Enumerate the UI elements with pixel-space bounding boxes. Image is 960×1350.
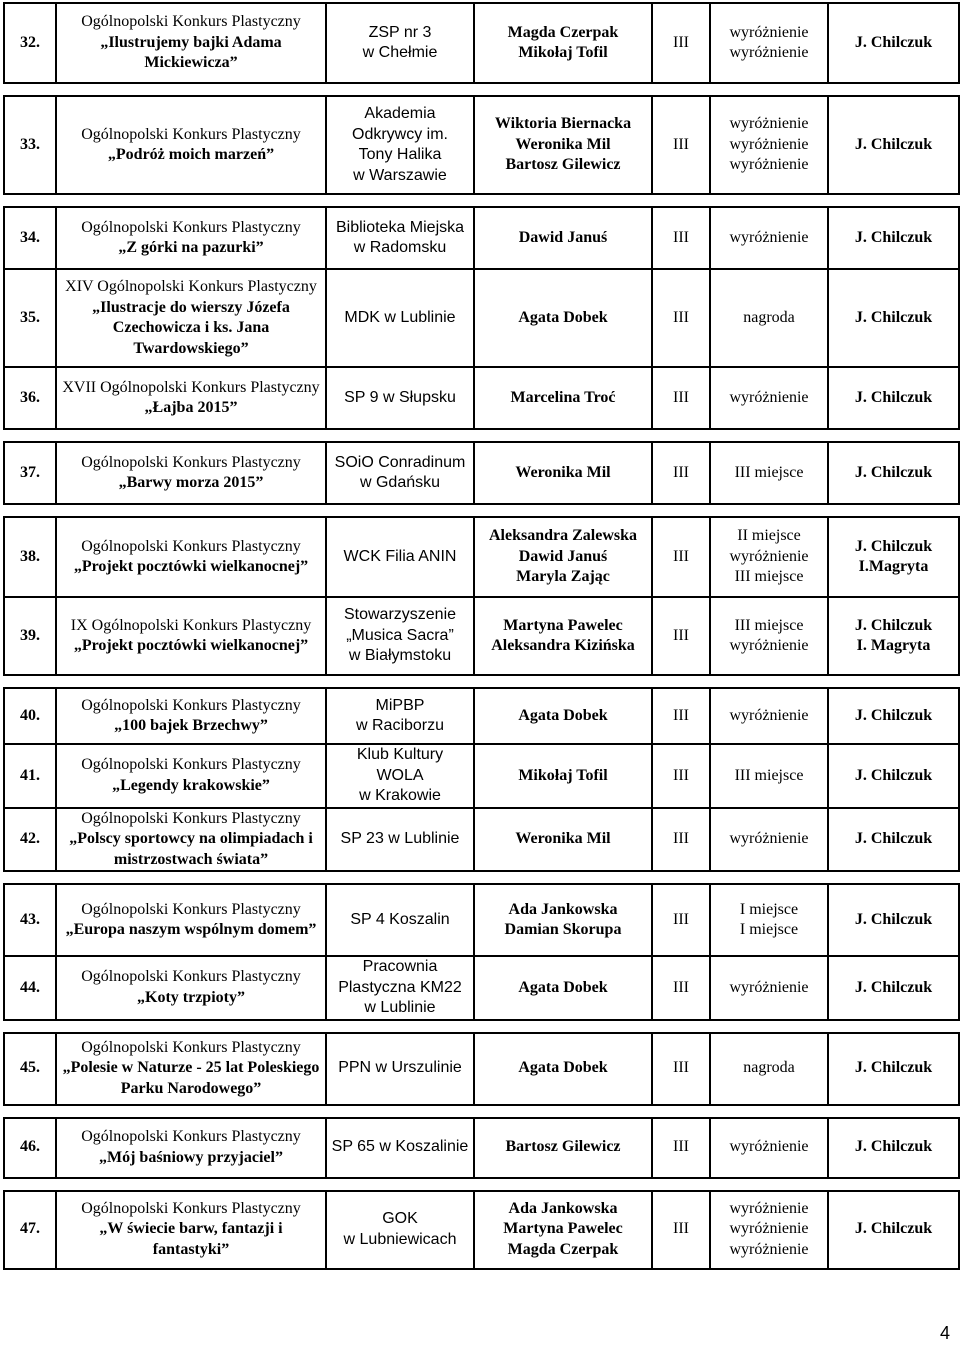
- school-line: SP 9 w Słupsku: [344, 388, 456, 406]
- school-line: Klub Kultury: [356, 746, 444, 763]
- award: I miejsce: [739, 900, 799, 918]
- students-cell: [474, 442, 652, 504]
- students-cell: [474, 1191, 652, 1269]
- teacher-name: J. Chilczuk: [854, 616, 933, 634]
- school-cell: [326, 744, 474, 808]
- table-row: [4, 517, 959, 597]
- school-line: „Musica Sacra”: [346, 626, 454, 644]
- teacher-cell: [828, 1033, 959, 1105]
- school-line: WCK Filia ANIN: [343, 547, 457, 565]
- awards-cell: [710, 442, 828, 504]
- student-name: Martyna Pawelec: [503, 616, 623, 634]
- students-cell: [474, 96, 652, 194]
- teacher-cell: [828, 884, 959, 956]
- entry-number: 34.: [4, 207, 56, 269]
- table-row: [4, 207, 959, 269]
- student-name: Damian Skorupa: [504, 921, 622, 938]
- student-name: Weronika Mil: [515, 135, 611, 153]
- awards-cell: [710, 1118, 828, 1178]
- contest-title: „Łajba 2015”: [144, 399, 238, 416]
- award: wyróżnienie: [729, 1138, 809, 1156]
- contest-name: XVII Ogólnopolski Konkurs Plastyczny: [62, 378, 320, 396]
- teacher-cell: [828, 688, 959, 744]
- school-line: SOiO Conradinum: [334, 453, 466, 471]
- student-name: Weronika Mil: [515, 830, 611, 847]
- teacher-name: J. Chilczuk: [854, 228, 933, 246]
- school-cell: [326, 597, 474, 675]
- table-row: [4, 956, 959, 1020]
- awards-cell: [710, 269, 828, 367]
- contest-cell: [56, 269, 326, 367]
- students-cell: [474, 688, 652, 744]
- teacher-name: J. Chilczuk: [854, 1138, 933, 1156]
- school-line: MDK w Lublinie: [344, 308, 456, 326]
- contest-name: Ogólnopolski Konkurs Plastyczny: [81, 218, 301, 236]
- row-separator: [4, 1105, 959, 1118]
- row-separator: [4, 194, 959, 207]
- award: wyróżnienie: [729, 228, 809, 246]
- page-number: 4: [939, 1323, 950, 1343]
- contest-title: „Legendy krakowskie”: [112, 776, 270, 794]
- contest-title: „Polscy sportowcy na olimpiadach i mistrzostwach świata”: [69, 830, 313, 868]
- awards-cell: [710, 367, 828, 429]
- contest-title: „Koty trzpioty”: [137, 988, 245, 1006]
- level-cell: III: [652, 367, 710, 429]
- teacher-cell: [828, 517, 959, 597]
- contest-title: „Ilustracje do wierszy Józefa Czechowicza i ks. Jana Twardowskiego”: [92, 298, 290, 357]
- award: wyróżnienie: [729, 706, 809, 724]
- school-line: w Lubniewicach: [343, 1230, 457, 1248]
- awards-cell: [710, 3, 828, 83]
- table-row: [4, 884, 959, 956]
- school-line: w Białymstoku: [348, 647, 452, 665]
- table-row: [4, 744, 959, 808]
- award: wyróżnienie: [729, 637, 809, 654]
- results-table: [3, 2, 960, 1270]
- entry-number: 46.: [4, 1118, 56, 1178]
- contest-cell: [56, 207, 326, 269]
- teacher-name: J. Chilczuk: [854, 766, 933, 784]
- award: II miejsce: [737, 527, 801, 545]
- school-line: Stowarzyszenie: [343, 606, 457, 624]
- awards-cell: [710, 956, 828, 1020]
- award: wyróżnienie: [729, 1199, 809, 1217]
- contest-name: Ogólnopolski Konkurs Plastyczny: [81, 537, 301, 555]
- entry-number: 35.: [4, 269, 56, 367]
- students-cell: [474, 884, 652, 956]
- awards-cell: [710, 207, 828, 269]
- teacher-cell: [828, 207, 959, 269]
- teacher-cell: [828, 442, 959, 504]
- entry-number: 33.: [4, 96, 56, 194]
- table-row: [4, 597, 959, 675]
- level-cell: III: [652, 269, 710, 367]
- row-separator: [4, 1020, 959, 1033]
- table-row: [4, 3, 959, 83]
- awards-cell: [710, 808, 828, 872]
- award: wyróżnienie: [729, 547, 809, 565]
- school-cell: [326, 517, 474, 597]
- contest-cell: [56, 597, 326, 675]
- contest-name: Ogólnopolski Konkurs Plastyczny: [81, 1199, 301, 1217]
- students-cell: [474, 269, 652, 367]
- school-line: Tony Halika: [358, 146, 442, 163]
- student-name: Agata Dobek: [518, 706, 608, 724]
- entry-number: 40.: [4, 688, 56, 744]
- school-line: PPN w Urszulinie: [338, 1059, 462, 1077]
- school-line: GOK: [382, 1210, 418, 1227]
- students-cell: [474, 517, 652, 597]
- school-line: SP 23 w Lublinie: [340, 830, 460, 847]
- contest-title: „Podróż moich marzeń”: [107, 146, 275, 163]
- awards-cell: [710, 96, 828, 194]
- student-name: Bartosz Gilewicz: [505, 1138, 621, 1156]
- row-separator: [4, 1178, 959, 1191]
- table-row: [4, 808, 959, 872]
- student-name: Agata Dobek: [518, 1059, 608, 1077]
- teacher-cell: [828, 956, 959, 1020]
- contest-name: Ogólnopolski Konkurs Plastyczny: [81, 1038, 301, 1056]
- student-name: Mikołaj Tofil: [518, 44, 608, 61]
- awards-cell: [710, 1033, 828, 1105]
- contest-title: „Ilustrujemy bajki Adama Mickiewicza”: [100, 33, 282, 72]
- school-line: SP 65 w Koszalinie: [331, 1138, 469, 1156]
- level-cell: III: [652, 207, 710, 269]
- awards-cell: [710, 517, 828, 597]
- teacher-name: J. Chilczuk: [854, 706, 933, 724]
- level-cell: III: [652, 808, 710, 872]
- teacher-name: J. Chilczuk: [854, 910, 933, 928]
- level-cell: III: [652, 3, 710, 83]
- level-cell: III: [652, 1118, 710, 1178]
- teacher-name: I. Magryta: [856, 637, 931, 654]
- school-cell: [326, 269, 474, 367]
- award: wyróżnienie: [729, 135, 809, 153]
- school-line: Plastyczna KM22: [338, 978, 462, 996]
- entry-number: 47.: [4, 1191, 56, 1269]
- student-name: Weronika Mil: [515, 463, 611, 481]
- award: wyróżnienie: [729, 115, 809, 133]
- student-name: Wiktoria Biernacka: [494, 115, 632, 133]
- contest-name: Ogólnopolski Konkurs Plastyczny: [81, 809, 301, 827]
- school-line: w Radomsku: [353, 239, 447, 256]
- teacher-cell: [828, 1191, 959, 1269]
- contest-title: „Projekt pocztówki wielkanocnej”: [73, 637, 309, 654]
- school-cell: [326, 688, 474, 744]
- teacher-name: J. Chilczuk: [854, 1059, 933, 1077]
- row-separator: [4, 675, 959, 688]
- award: wyróżnienie: [729, 44, 809, 61]
- level-cell: III: [652, 688, 710, 744]
- table-row: [4, 1191, 959, 1269]
- student-name: Magda Czerpak: [507, 23, 619, 41]
- teacher-cell: [828, 3, 959, 83]
- contest-name: Ogólnopolski Konkurs Plastyczny: [81, 1128, 301, 1145]
- awards-cell: [710, 884, 828, 956]
- teacher-name: J. Chilczuk: [854, 537, 933, 555]
- school-cell: [326, 367, 474, 429]
- awards-cell: [710, 1191, 828, 1269]
- level-cell: III: [652, 956, 710, 1020]
- teacher-cell: [828, 96, 959, 194]
- student-name: Dawid Januś: [518, 547, 608, 565]
- contest-cell: [56, 367, 326, 429]
- entry-number: 42.: [4, 808, 56, 872]
- level-cell: III: [652, 517, 710, 597]
- contest-cell: [56, 442, 326, 504]
- school-cell: [326, 96, 474, 194]
- students-cell: [474, 808, 652, 872]
- student-name: Aleksandra Kizińska: [491, 637, 635, 654]
- teacher-name: J. Chilczuk: [854, 308, 933, 326]
- contest-cell: [56, 808, 326, 872]
- teacher-cell: [828, 597, 959, 675]
- teacher-cell: [828, 1118, 959, 1178]
- school-line: w Chełmie: [362, 44, 438, 61]
- entry-number: 41.: [4, 744, 56, 808]
- school-line: ZSP nr 3: [368, 23, 432, 41]
- award: wyróżnienie: [729, 388, 809, 406]
- results-table-body: [4, 3, 959, 1269]
- contest-title: „100 bajek Brzechwy”: [114, 717, 268, 734]
- row-separator: [4, 871, 959, 884]
- students-cell: [474, 1118, 652, 1178]
- contest-cell: [56, 1033, 326, 1105]
- student-name: Dawid Januś: [518, 228, 608, 246]
- school-cell: [326, 1033, 474, 1105]
- contest-cell: [56, 744, 326, 808]
- award: wyróżnienie: [729, 23, 809, 41]
- entry-number: 38.: [4, 517, 56, 597]
- school-line: w Warszawie: [353, 166, 447, 184]
- school-line: Akademia: [364, 105, 436, 122]
- student-name: Marcelina Troć: [510, 388, 616, 406]
- awards-cell: [710, 688, 828, 744]
- school-cell: [326, 1191, 474, 1269]
- contest-title: „Europa naszym wspólnym domem”: [65, 921, 317, 938]
- school-line: w Gdańsku: [359, 474, 441, 491]
- award: wyróżnienie: [729, 1220, 809, 1238]
- teacher-name: J. Chilczuk: [854, 830, 933, 847]
- teacher-name: J. Chilczuk: [854, 135, 933, 153]
- teacher-cell: [828, 367, 959, 429]
- student-name: Mikołaj Tofil: [518, 766, 608, 784]
- students-cell: [474, 744, 652, 808]
- teacher-cell: [828, 744, 959, 808]
- contest-cell: [56, 1191, 326, 1269]
- level-cell: III: [652, 1033, 710, 1105]
- contest-title: „Mój baśniowy przyjaciel”: [99, 1148, 283, 1166]
- school-cell: [326, 207, 474, 269]
- school-line: Biblioteka Miejska: [335, 218, 465, 236]
- student-name: Magda Czerpak: [507, 1240, 619, 1258]
- table-row: [4, 688, 959, 744]
- award: III miejsce: [734, 568, 804, 586]
- entry-number: 39.: [4, 597, 56, 675]
- teacher-name: J. Chilczuk: [854, 33, 933, 51]
- award: I miejsce: [739, 921, 799, 938]
- school-cell: [326, 442, 474, 504]
- award: wyróżnienie: [729, 156, 809, 174]
- students-cell: [474, 1033, 652, 1105]
- level-cell: III: [652, 96, 710, 194]
- school-cell: [326, 808, 474, 872]
- contest-title: „Barwy morza 2015”: [118, 474, 264, 491]
- student-name: Martyna Pawelec: [503, 1220, 623, 1238]
- award: nagroda: [743, 308, 795, 326]
- students-cell: [474, 207, 652, 269]
- contest-name: Ogólnopolski Konkurs Plastyczny: [81, 125, 301, 143]
- level-cell: III: [652, 442, 710, 504]
- school-line: w Krakowie: [359, 787, 441, 804]
- contest-cell: [56, 884, 326, 956]
- award: III miejsce: [734, 463, 804, 481]
- award: wyróżnienie: [729, 830, 809, 847]
- table-row: [4, 1033, 959, 1105]
- teacher-cell: [828, 269, 959, 367]
- school-line: w Lublinie: [364, 999, 436, 1016]
- entry-number: 45.: [4, 1033, 56, 1105]
- contest-title: „Z górki na pazurki”: [118, 239, 264, 256]
- students-cell: [474, 367, 652, 429]
- student-name: Ada Jankowska: [508, 1199, 618, 1217]
- table-row: [4, 96, 959, 194]
- contest-cell: [56, 96, 326, 194]
- level-cell: III: [652, 744, 710, 808]
- student-name: Aleksandra Zalewska: [488, 527, 638, 545]
- row-separator: [4, 83, 959, 96]
- award: nagroda: [743, 1059, 795, 1077]
- contest-cell: [56, 3, 326, 83]
- teacher-name: I.Magryta: [858, 558, 929, 575]
- contest-name: Ogólnopolski Konkurs Plastyczny: [81, 900, 301, 918]
- award: III miejsce: [734, 766, 804, 784]
- teacher-name: J. Chilczuk: [854, 1220, 933, 1238]
- level-cell: III: [652, 884, 710, 956]
- award: wyróżnienie: [729, 978, 809, 996]
- entry-number: 43.: [4, 884, 56, 956]
- contest-title: „W świecie barw, fantazji i fantastyki”: [99, 1220, 283, 1258]
- student-name: Agata Dobek: [518, 978, 608, 996]
- awards-cell: [710, 744, 828, 808]
- students-cell: [474, 597, 652, 675]
- contest-name: Ogólnopolski Konkurs Plastyczny: [81, 453, 301, 471]
- entry-number: 44.: [4, 956, 56, 1020]
- contest-title: „Projekt pocztówki wielkanocnej”: [73, 558, 309, 575]
- contest-title: „Polesie w Naturze - 25 lat Poleskiego Parku Narodowego”: [62, 1059, 320, 1097]
- student-name: Maryla Zając: [516, 568, 610, 586]
- award: wyróżnienie: [729, 1240, 809, 1258]
- contest-cell: [56, 688, 326, 744]
- awards-cell: [710, 597, 828, 675]
- school-cell: [326, 3, 474, 83]
- contest-name: Ogólnopolski Konkurs Plastyczny: [81, 968, 301, 986]
- school-cell: [326, 1118, 474, 1178]
- school-line: SP 4 Koszalin: [350, 910, 450, 928]
- teacher-name: J. Chilczuk: [854, 463, 933, 481]
- row-separator: [4, 504, 959, 517]
- student-name: Bartosz Gilewicz: [505, 156, 621, 174]
- entry-number: 32.: [4, 3, 56, 83]
- teacher-cell: [828, 808, 959, 872]
- contest-name: IX Ogólnopolski Konkurs Plastyczny: [70, 616, 312, 634]
- school-line: w Raciborzu: [355, 717, 445, 734]
- school-line: Pracownia: [362, 958, 438, 975]
- table-row: [4, 269, 959, 367]
- row-separator: [4, 429, 959, 442]
- entry-number: 37.: [4, 442, 56, 504]
- contest-name: Ogólnopolski Konkurs Plastyczny: [81, 13, 301, 31]
- contest-name: XIV Ogólnopolski Konkurs Plastyczny: [65, 278, 317, 295]
- student-name: Ada Jankowska: [508, 900, 618, 918]
- teacher-name: J. Chilczuk: [854, 978, 933, 996]
- school-line: WOLA: [376, 766, 424, 784]
- table-row: [4, 442, 959, 504]
- students-cell: [474, 956, 652, 1020]
- student-name: Agata Dobek: [518, 308, 608, 326]
- teacher-name: J. Chilczuk: [854, 388, 933, 406]
- contest-cell: [56, 517, 326, 597]
- contest-cell: [56, 956, 326, 1020]
- table-row: [4, 1118, 959, 1178]
- school-cell: [326, 884, 474, 956]
- school-line: MiPBP: [375, 696, 425, 714]
- level-cell: III: [652, 1191, 710, 1269]
- award: III miejsce: [734, 616, 804, 634]
- level-cell: III: [652, 597, 710, 675]
- students-cell: [474, 3, 652, 83]
- entry-number: 36.: [4, 367, 56, 429]
- contest-cell: [56, 1118, 326, 1178]
- school-line: Odkrywcy im.: [352, 125, 448, 143]
- contest-name: Ogólnopolski Konkurs Plastyczny: [81, 696, 301, 714]
- school-cell: [326, 956, 474, 1020]
- table-row: [4, 367, 959, 429]
- contest-name: Ogólnopolski Konkurs Plastyczny: [81, 756, 301, 774]
